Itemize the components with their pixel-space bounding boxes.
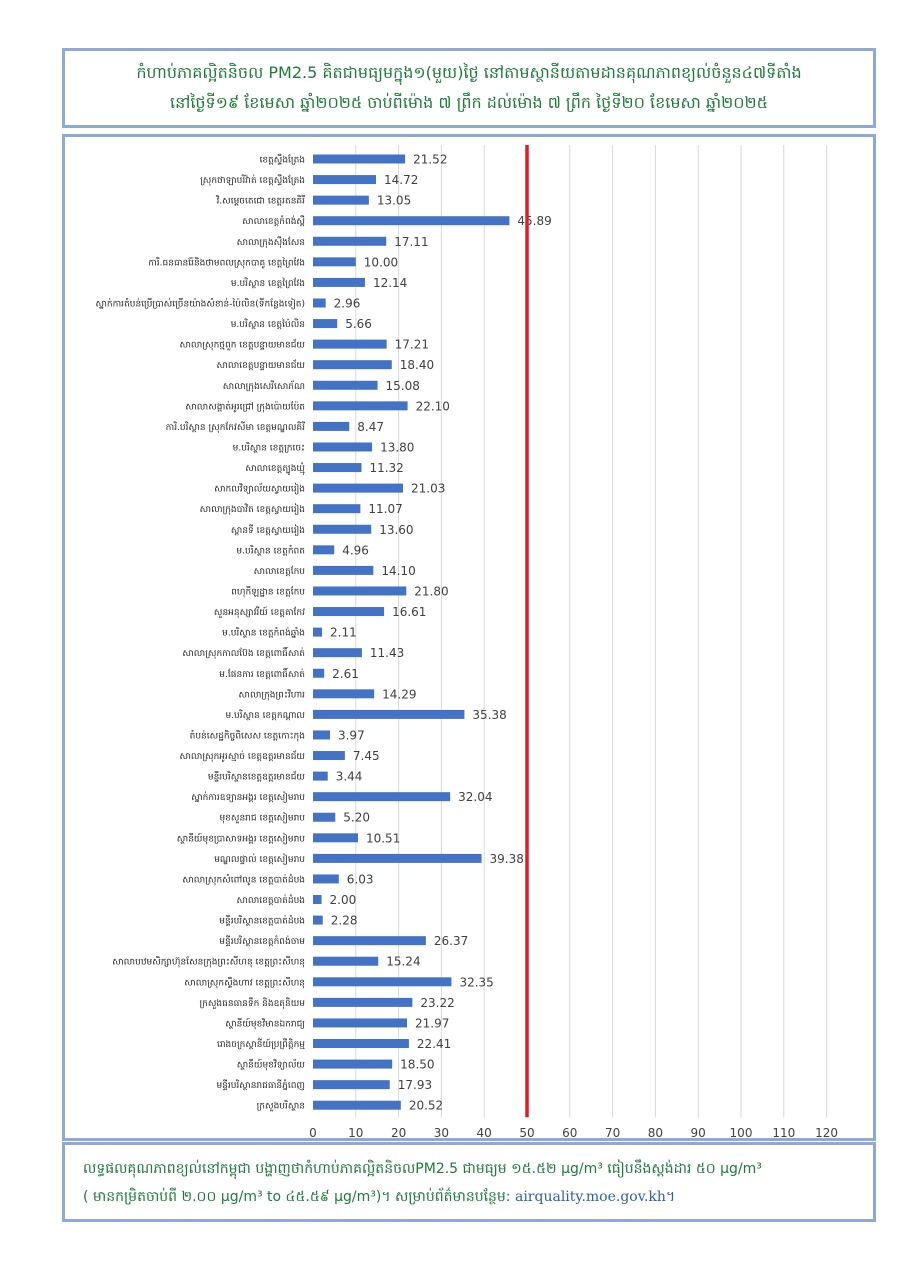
category-label: មន្ទីរបរិស្ថានខេត្តបាត់ដំបង [219,916,305,927]
value-label: 2.11 [330,625,357,640]
bar [313,566,373,575]
category-label: សាកលវិទ្យាល័យស្វាយរៀង [214,484,305,495]
category-label: ម.ផែនការ ខេត្តពោធិ៍សាត់ [219,669,305,680]
chart-title-line-2: នៅថ្ងៃទី១៩ ខែមេសា ឆ្នាំ២០២៥ ចាប់ពីម៉ោង ៧ ព្រឹក ដល់ម៉ោង ៧ ព្រឹក ថ្ងៃទី២០ ខែមេសា ឆ្នាំ២០២៥ [170,93,768,112]
category-label: សាលាស្រុកអូរស្មាច់ ខេត្តឧត្តរមានជ័យ [179,752,305,763]
category-label: មន្ទីរបរិស្ថានរាជធានីភ្នំពេញ [216,1081,305,1092]
bar [313,648,362,657]
value-label: 11.07 [368,502,403,517]
bar [313,1039,409,1048]
bar [313,237,386,246]
value-label: 16.61 [392,605,427,620]
value-label: 26.37 [433,934,469,949]
category-label: សួនអនុស្សាវរីយ៍ ខេត្តតាកែវ [213,608,305,619]
bar [313,1018,407,1027]
bar [313,175,376,184]
bar [313,895,322,904]
summary-box [62,1142,876,1222]
chart-title-box [62,48,876,128]
bar [313,936,426,945]
value-label: 17.21 [394,337,430,352]
summary-line-2-text: ( មានកម្រិតចាប់ពី ២.០០ µg/m³ to ៤៥.៥៩ µg/m³)។ សម្រាប់ព័ត៌មានបន្ថែម: [83,1189,515,1205]
bar-chart [65,137,873,1138]
value-label: 8.47 [357,419,384,434]
value-label: 13.05 [376,193,412,208]
bar [313,278,365,287]
value-label: 3.44 [335,769,363,784]
value-label: 17.93 [397,1078,433,1093]
category-label: ក្រសួងធនធានទឹក និងឧតុនិយម [199,998,305,1009]
value-label: 22.10 [415,399,450,414]
bar [313,360,392,369]
value-label: 2.28 [330,913,358,928]
value-label: 2.00 [329,893,357,908]
category-label: ម.បរិស្ថាន ខេត្តកណ្ដាល [225,710,305,721]
category-label: សាលាខេត្តបន្ទាយមានជ័យ [216,361,305,372]
category-label: ម.បរិស្ថាន ខេត្តកំពត [236,546,305,557]
value-label: 32.35 [459,975,494,990]
x-tick-label: 110 [772,1126,796,1138]
category-label: ស្ថានីយ៍មុខប្រាសាទអង្គរ ខេត្តសៀមរាប [176,834,305,845]
x-tick-label: 0 [309,1126,317,1138]
x-tick-label: 50 [519,1126,535,1138]
bar [313,484,403,493]
bar [313,833,358,842]
x-tick-label: 20 [390,1126,407,1138]
value-label: 13.60 [379,522,414,537]
category-label: ម.បរិស្ថាន ខេត្តព្រៃវែង [230,278,305,289]
bar [313,586,406,595]
value-label: 21.80 [414,584,449,599]
value-label: 21.03 [411,481,446,496]
bar [313,257,356,266]
bar [313,504,360,513]
bar [313,813,335,822]
category-label: សាលាស្រុកថ្មពួក ខេត្តបន្ទាយមានជ័យ [179,340,305,351]
category-label: ម.បរិស្ថាន ខេត្តកំពង់ឆ្នាំង [222,628,305,639]
category-label: សាលាក្រុងព្រះវិហារ [238,690,305,701]
category-label: ក្រសួងបរិស្ថាន [256,1101,305,1112]
value-label: 4.96 [342,543,369,558]
value-label: 17.11 [394,234,429,249]
bar [313,998,412,1007]
bar [313,1080,390,1089]
bar [313,401,408,410]
value-label: 3.97 [337,728,365,743]
value-label: 14.29 [382,687,417,702]
value-label: 11.43 [369,646,405,661]
value-label: 2.61 [332,666,359,681]
bar [313,854,482,863]
category-label: សាលាខេត្តត្បូងឃ្មុំ [245,464,305,475]
value-label: 6.03 [346,872,374,887]
value-label: 7.45 [352,749,380,764]
category-label: សាលាខេត្តកែប [253,566,305,577]
category-label: ម.បរិស្ថាន ខេត្តក្រចេះ [232,443,305,454]
category-label: ស្នាក់ការឧទ្យានអង្គរ ខេត្តសៀមរាប [191,793,305,804]
value-label: 39.38 [489,851,524,866]
value-label: 10.51 [365,831,401,846]
category-label: សាលាបឋមសិក្សាហ៊ុនសែនក្រុងព្រះសីហនុ ខេត្តព្រះសីហនុ [112,957,305,968]
category-label: ស្ថានីយ៍មុខវិទ្យាល័យ [236,1060,305,1071]
category-label: ស្រុកថាឡាបរិវ៉ាត់ ខេត្តស្ទឹងត្រែង [200,176,305,187]
bar [313,792,450,801]
category-label: រោងចក្រស្ថានីយ៍ប្រព្រឹត្តិកម្ម [216,1040,305,1051]
bar [313,525,371,534]
bar [313,196,369,205]
category-label: សាលាស្រុកស្ទឹងហាវ ខេត្តព្រះសីហនុ [184,978,305,989]
value-label: 15.24 [386,954,421,969]
category-label: មន្ទីរបរិស្ថានខេត្តឧត្តរមានជ័យ [207,772,305,783]
category-label: វិ.សម្តេចតេជោ ខេត្តរតនគិរី [216,196,305,207]
bar [313,689,374,698]
category-label: សាលាក្រុងសេរីសោភ័ណ [222,381,305,392]
x-tick-label: 90 [690,1126,706,1138]
bar [313,977,451,986]
value-label: 21.52 [413,152,448,167]
value-label: 21.97 [415,1016,450,1031]
x-tick-label: 120 [815,1126,839,1138]
category-label: មន្ទីរបរិស្ថានខេត្តកំពង់ចាម [219,937,305,948]
bar [313,340,387,349]
value-label: 32.04 [458,790,493,805]
bar [313,710,464,719]
value-label: 23.22 [420,995,455,1010]
category-label: ការិ.បរិស្ថាន ស្រុកកែវសីមា ខេត្តមណ្ឌលគិរី [165,422,305,433]
chart-title-line-1: កំហាប់ភាគល្អិតនិចល PM2.5 គិតជាមធ្យមក្នុង១(មួយ)ថ្ងៃ នៅតាមស្ថានីយតាមដានគុណភាពខ្យល់ចំនួន៤៧ទីតាំង [136,63,802,82]
category-label: ម.បរិស្ថាន ខេត្តប៉ៃលិន [230,320,305,331]
value-label: 20.52 [408,1098,444,1113]
bar [313,607,384,616]
value-label: 10.00 [363,255,399,270]
category-label: សាលាក្រុងបាវិត ខេត្តស្វាយរៀង [199,505,305,516]
value-label: 18.50 [400,1057,435,1072]
value-label: 18.40 [399,358,435,373]
bar [313,730,330,739]
category-label: ពហុកីឡដ្ឋាន ខេត្តកែប [231,587,305,598]
bar [313,669,324,678]
bar [313,216,509,225]
category-label: ស្ពានទី ខេត្តស្វាយរៀង [230,525,305,536]
bar [313,463,361,472]
category-label: សាលាសង្កាត់អូរជ្រៅ ក្រុងប៉ោយប៉ែត [185,402,305,413]
value-label: 2.96 [333,296,361,311]
category-label: ការិ.ធនធានរ៉ែនិងថាមពលស្រុកបាគូ ខេត្តព្រៃវែង [148,258,305,269]
bar [313,772,328,781]
x-tick-label: 80 [647,1126,664,1138]
summary-line-1: លទ្ធផលគុណភាពខ្យល់នៅកម្ពុជា បង្ហាញថាកំហាប់ភាគល្អិតនិចលPM2.5 ជាមធ្យម ១៥.៥២ µg/m³ ធៀបនឹងស្តង់ដារ ៥០ µg/m³ [83,1161,762,1177]
category-label: ស្នាក់ការតំបន់ប្រើប្រាស់ច្រើនយ៉ាងសំខាន់-ប៉ៃលិន(ទីកន្លែងទៀត) [95,299,305,310]
category-label: សាលាស្រុកសំពៅលូន ខេត្តបាត់ដំបង [182,875,305,886]
bar [313,1101,401,1110]
bar [313,957,378,966]
summary-line-2 [83,1183,855,1211]
bar [313,155,405,164]
x-tick-label: 60 [562,1126,578,1138]
category-label: សាលាខេត្តកំពង់ស្ពឺ [242,217,305,228]
bar [313,298,326,307]
value-label: 45.89 [517,214,552,229]
value-label: 12.14 [372,275,408,290]
website-link[interactable]: airquality.moe.gov.kh។ [514,1189,676,1205]
category-label: ស្ថានីយ៍មុខវិមានឯករាជ្យ [225,1019,305,1030]
category-label: មណ្ឌលផ្ទាល់ ខេត្តសៀមរាប [214,854,305,865]
bar [313,874,339,883]
value-label: 5.20 [343,810,370,825]
chart-panel [62,134,876,1141]
bar [313,319,337,328]
bar [313,422,349,431]
value-label: 13.80 [380,440,415,455]
value-label: 14.10 [381,563,416,578]
value-label: 22.41 [416,1037,452,1052]
bar [313,442,372,451]
category-label: សាលាខេត្តបាត់ដំបង [236,896,305,907]
x-tick-label: 30 [433,1126,450,1138]
value-label: 5.66 [345,317,372,332]
value-label: 11.32 [369,461,404,476]
bar [313,381,378,390]
category-label: មុខសួនរាជ ខេត្តសៀមរាប [219,813,305,824]
bar [313,916,323,925]
value-label: 35.38 [472,707,507,722]
category-label: សាលាស្រុកកាលប៊ែង ខេត្តពោធិ៍សាត់ [182,649,305,660]
bar [313,545,334,554]
value-label: 15.08 [385,378,420,393]
x-tick-label: 10 [348,1126,364,1138]
value-label: 14.72 [384,173,419,188]
category-label: ខេត្តស្ទឹងត្រែង [259,155,305,166]
bar [313,751,345,760]
x-tick-label: 100 [729,1126,753,1138]
x-tick-label: 40 [476,1126,492,1138]
category-label: សាលាក្រុងស៊ឹងសែន [236,237,305,248]
bar [313,628,322,637]
x-tick-label: 70 [604,1126,621,1138]
category-label: តំបន់សេដ្ឋកិច្ចពិសេស ខេត្តកោះកុង [189,731,305,742]
bar [313,1060,392,1069]
